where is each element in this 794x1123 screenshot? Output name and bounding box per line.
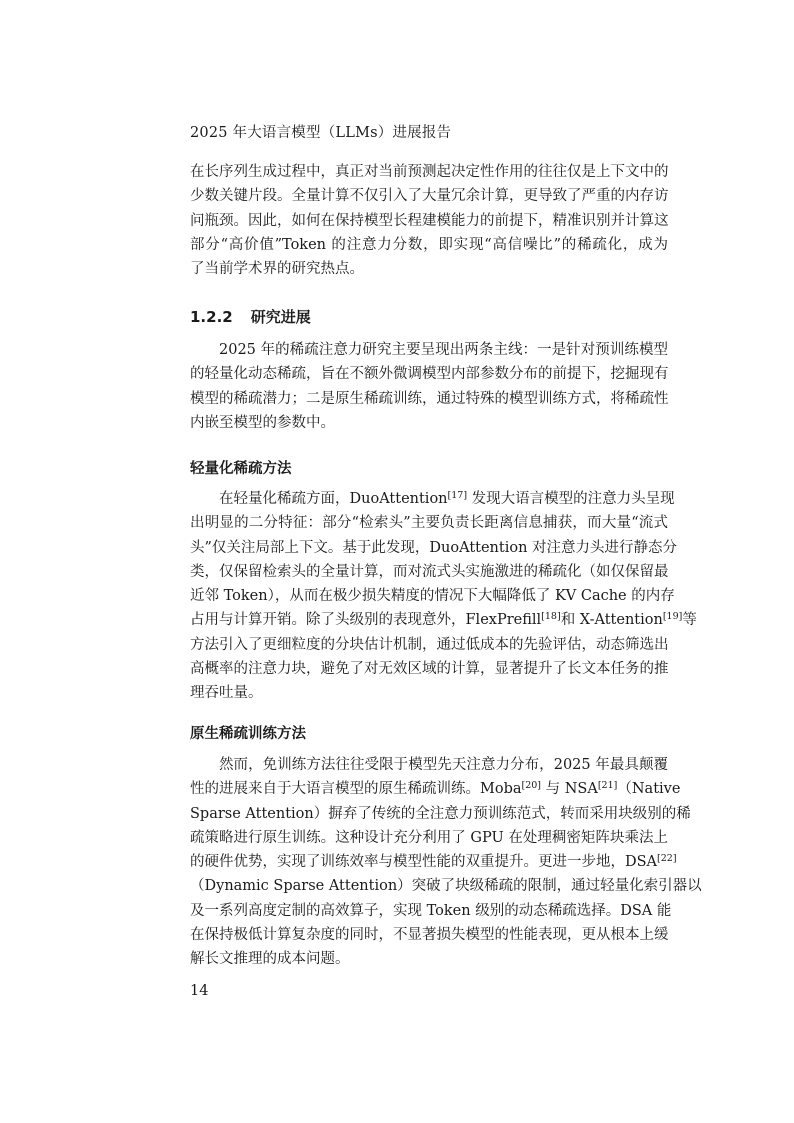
text-run: 在轻量化稀疏方面，DuoAttention (219, 491, 448, 507)
text-run: 占用与计算开销。除了头级别的表现意外，FlexPrefill (190, 612, 542, 629)
text-line: 近邻 Token），从而在极少损失精度的情况下大幅降低了 KV Cache 的内存 (190, 588, 675, 605)
text-line: 类，仅保留检索头的全量计算，而对流式头实施激进的稀疏化（如仅保留最 (190, 563, 669, 580)
text-run: 和 X-Attention (560, 612, 663, 629)
citation: [21] (597, 780, 618, 792)
text-line (190, 487, 675, 511)
citation: [19] (662, 611, 683, 623)
citation: [22] (657, 853, 677, 865)
text-line: 2025 年的稀疏注意力研究主要呈现出两条主线：一是针对预训练模型 (219, 342, 668, 358)
text-line (190, 608, 697, 632)
text-run: 的硬件优势，实现了训练效率与模型性能的双重提升。更进一步地，DSA (190, 854, 658, 871)
citation: [17] (447, 490, 468, 501)
text-line: 部分“高价值”Token 的注意力分数，即实现“高信噪比”的稀疏化，成为 (190, 236, 668, 253)
text-line: 模型的稀疏潜力；二是原生稀疏训练，通过特殊的模型训练方式，将稀疏性 (190, 390, 669, 407)
text-line: Sparse Attention）摒弃了传统的全注意力预训练范式，转而采用块级别的稀 (190, 805, 691, 822)
native-heading: 原生稀疏训练方法 (190, 726, 306, 742)
text-run: （Native (617, 781, 681, 798)
text-line (190, 850, 677, 874)
text-line: 疏策略进行原生训练。这种设计充分利用了 GPU 在处理稠密矩阵块乘法上 (190, 829, 668, 846)
text-line: 高概率的注意力块，避免了对无效区域的计算，显著提升了长文本任务的推 (190, 661, 669, 678)
citation: [18] (541, 611, 561, 623)
lightweight-paragraph (190, 487, 697, 706)
native-paragraph (190, 753, 702, 972)
intro-paragraph (190, 160, 668, 281)
text-line: 在长序列生成过程中，真正对当前预测起决定性作用的往往仅是上下文中的 (190, 164, 669, 180)
text-line: 了当前学术界的研究热点。 (190, 261, 364, 278)
text-line: 解长文推理的成本问题。 (190, 951, 350, 968)
running-header: 2025 年大语言模型（LLMs）进展报告 (190, 125, 452, 141)
section-number: 1.2.2 (190, 308, 233, 326)
text-line: 问瓶颈。因此，如何在保持模型长程建模能力的前提下，精准识别并计算这 (190, 212, 669, 229)
citation: [20] (521, 780, 542, 792)
text-run: 等 (682, 612, 697, 629)
text-run: 与 NSA (541, 781, 598, 798)
progress-paragraph (190, 338, 668, 435)
section-heading (190, 306, 311, 327)
text-line (190, 777, 681, 801)
text-line: （Dynamic Sparse Attention）突破了块级稀疏的限制，通过轻量化索引器以 (190, 878, 702, 895)
text-line: 理吞吐量。 (190, 685, 263, 702)
text-line: 少数关键片段。全量计算不仅引入了大量冗余计算，更导致了严重的内存访 (190, 188, 669, 205)
text-run: 性的进展来自于大语言模型的原生稀疏训练。Moba (190, 781, 522, 798)
lightweight-heading: 轻量化稀疏方法 (190, 461, 292, 477)
page-number: 14 (190, 983, 209, 999)
text-line: 在保持极低计算复杂度的同时，不显著损失模型的性能表现，更从根本上缓 (190, 927, 669, 944)
text-line: 头”仅关注局部上下文。基于此发现，DuoAttention 对注意力头进行静态分 (190, 539, 678, 556)
text-line: 及一系列高度定制的高效算子，实现 Token 级别的动态稀疏选择。DSA 能 (190, 902, 672, 919)
text-line: 的轻量化动态稀疏，旨在不额外微调模型内部参数分布的前提下，挖掘现有 (190, 366, 669, 383)
text-run: 发现大语言模型的注意力头呈现 (467, 491, 675, 507)
section-title: 研究进展 (250, 308, 311, 326)
text-line: 出明显的二分特征：部分“检索头”主要负责长距离信息捕获，而大量“流式 (190, 515, 668, 532)
text-line: 方法引入了更细粒度的分块估计机制，通过低成本的先验评估，动态筛选出 (190, 636, 669, 653)
text-line: 然而，免训练方法往往受限于模型先天注意力分布，2025 年最具颠覆 (219, 757, 668, 773)
text-line: 内嵌至模型的参数中。 (190, 414, 335, 431)
